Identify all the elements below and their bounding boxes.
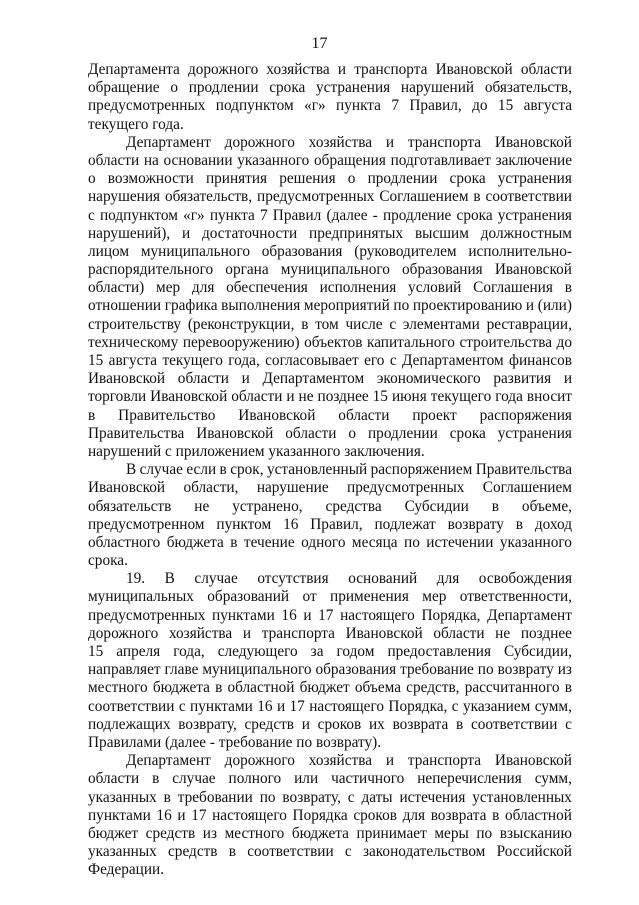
text-line: нарушений с приложением указанного заключения. [88, 442, 425, 460]
text-line: предусмотренном пунктом 16 Правил, подлежат возврату в доход [88, 515, 572, 533]
text-line: текущего года. [88, 115, 184, 133]
text-line: нарушений), и достаточности предпринятых высшим должностным [88, 224, 572, 242]
text-line: в Правительство Ивановской области проект распоряжения [88, 406, 572, 424]
text-line: отношении графика выполнения мероприятий по проектированию и (или) [88, 297, 572, 315]
text-line: бюджет средств из местного бюджета принимает меры по взысканию [88, 824, 572, 842]
text-line: Департамент дорожного хозяйства и транспорта Ивановской [126, 133, 572, 151]
text-line: 15 августа текущего года, согласовывает его с Департаментом финансов [88, 352, 572, 369]
text-line: срока. [88, 552, 128, 570]
page-number: 17 [311, 35, 328, 52]
text-line: Департамент дорожного хозяйства и транспорта Ивановской [126, 752, 572, 770]
text-line: обязательств не устранено, средства Субсидии в объеме, [88, 497, 572, 515]
text-line: Правилами (далее - требование по возврату). [88, 733, 382, 751]
paragraph [88, 752, 572, 879]
text-line: распорядительного органа муниципального образования Ивановской [88, 261, 572, 279]
text-line: пунктами 16 и 17 настоящего Порядка сроков для возврата в областной [88, 806, 572, 824]
text-line: нарушения обязательств, предусмотренных Соглашением в соответствии [88, 188, 572, 206]
text-line: предусмотренных пунктами 16 и 17 настоящего Порядка, Департамент [88, 606, 572, 624]
text-line: подлежащих возврату, средств и сроков их возврата в соответствии с [88, 715, 572, 733]
text-line: Правительства Ивановской области о продлении срока устранения [88, 424, 572, 442]
paragraph [88, 134, 572, 461]
text-line: области) мер для обеспечения исполнения условий Соглашения в [88, 279, 572, 297]
text-line: областного бюджета в течение одного месяца по истечении указанного [88, 533, 572, 551]
text-line: В случае если в срок, установленный распоряжением Правительства [126, 461, 572, 479]
text-line: указанных средств в соответствии с законодательством Российской [88, 843, 572, 861]
text-line: Ивановской области и Департаментом экономического развития и [88, 370, 572, 388]
text-line: строительству (реконструкции, в том числе с элементами реставрации, [88, 315, 572, 333]
document-body [88, 61, 572, 879]
paragraph [88, 61, 572, 134]
text-line: о возможности принятия решения о продлении срока устранения [88, 170, 572, 188]
paragraph [88, 570, 572, 752]
paragraph [88, 461, 572, 570]
text-line: торговли Ивановской области и не позднее 15 июня текущего года вносит [88, 388, 572, 406]
text-line: 15 апреля года, следующего за годом предоставления Субсидии, [88, 643, 572, 660]
text-line: местного бюджета в областной бюджет объема средств, рассчитанного в [88, 679, 572, 697]
text-line: техническому перевооружению) объектов капитального строительства до [88, 333, 572, 351]
text-line: муниципальных образований от применения мер ответственности, [88, 588, 572, 606]
text-line: соответствии с пунктами 16 и 17 настоящего Порядка, с указанием сумм, [88, 697, 572, 715]
text-line: направляет главе муниципального образования требование по возврату из [88, 661, 572, 679]
text-line: с подпунктом «г» пункта 7 Правил (далее - продление срока устранения [88, 206, 572, 224]
text-line: 19. В случае отсутствия оснований для освобождения [126, 570, 572, 588]
text-line: Департамента дорожного хозяйства и транспорта Ивановской области [88, 61, 572, 78]
text-line: указанных в требовании по возврату, с даты истечения установленных [88, 788, 572, 806]
text-line: предусмотренных подпунктом «г» пункта 7 Правил, до 15 августа [88, 97, 572, 115]
text-line: обращение о продлении срока устранения нарушений обязательств, [88, 79, 572, 97]
text-line: лицом муниципального образования (руководителем исполнительно- [88, 242, 572, 260]
text-line: дорожного хозяйства и транспорта Ивановской области не позднее [88, 624, 572, 642]
text-line: Федерации. [88, 861, 165, 879]
text-line: области в случае полного или частичного неперечисления сумм, [88, 770, 572, 788]
text-line: области на основании указанного обращения подготавливает заключение [88, 151, 572, 169]
text-line: Ивановской области, нарушение предусмотренных Соглашением [88, 479, 572, 497]
